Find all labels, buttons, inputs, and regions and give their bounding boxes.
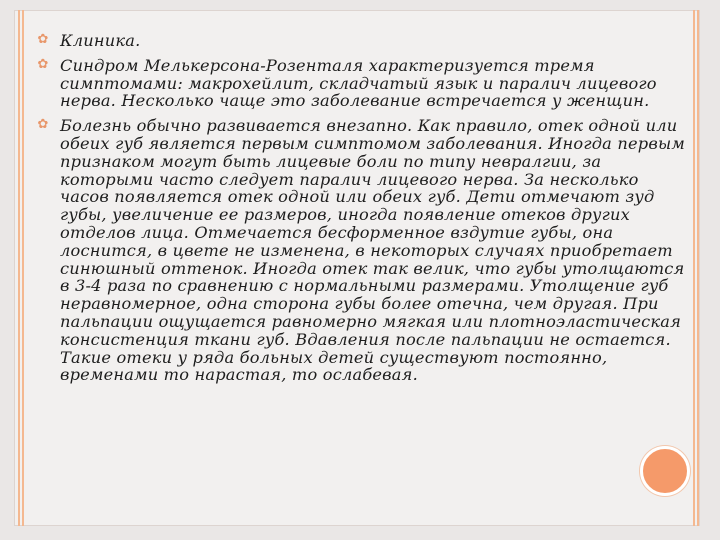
right-accent-line-inner <box>693 10 695 526</box>
left-accent-line-outer <box>18 10 20 526</box>
flower-bullet-icon: ✿ <box>37 32 49 47</box>
flower-bullet-icon: ✿ <box>37 56 49 72</box>
right-accent-line-outer <box>697 10 699 526</box>
decorative-orange-circle <box>640 446 690 496</box>
flower-bullet-icon: ✿ <box>37 117 49 133</box>
bullet-text: Клиника. <box>60 31 141 50</box>
bullet-text: Синдром Мелькерсона-Розенталя характеризуется тремя симптомами: макрохейлит, складчатый язык и паралич лицевого нерва. Несколько чаще это заболевание встречается у женщин. <box>60 55 657 111</box>
bullet-item <box>36 32 686 50</box>
left-accent-line-inner <box>22 10 24 526</box>
bullet-text: Болезнь обычно развивается внезапно. Как правило, отек одной или обеих губ является первым симптомом заболевания. Иногда первым признаком могут быть лицевые боли по типу невралгии, за которыми часто следует паралич лицевого нерва. За несколько часов появляется отек одной или обеих губ. Дети отмечают зуд губы, увеличение ее размеров, иногда появление отеков других отделов лица. Отмечается бесформенное вздутие губы, она лоснится, в цвете не изменена, в некоторых случаях приобретает синюшный оттенок. Иногда отек так велик, что губы утолщаются в 3-4 раза по сравнению с нормальными размерами. Утолщение губ неравномерное, одна сторона губы более отечна, чем другая. При пальпации ощущается равномерно мягкая или плотноэластическая консистенция ткани губ. Вдавления после пальпации не остается. Такие отеки у ряда больных детей существуют постоянно, временами то нарастая, то ослабевая. <box>60 116 685 385</box>
slide-content <box>36 32 686 391</box>
bullet-item <box>36 57 686 110</box>
bullet-item <box>36 117 686 384</box>
